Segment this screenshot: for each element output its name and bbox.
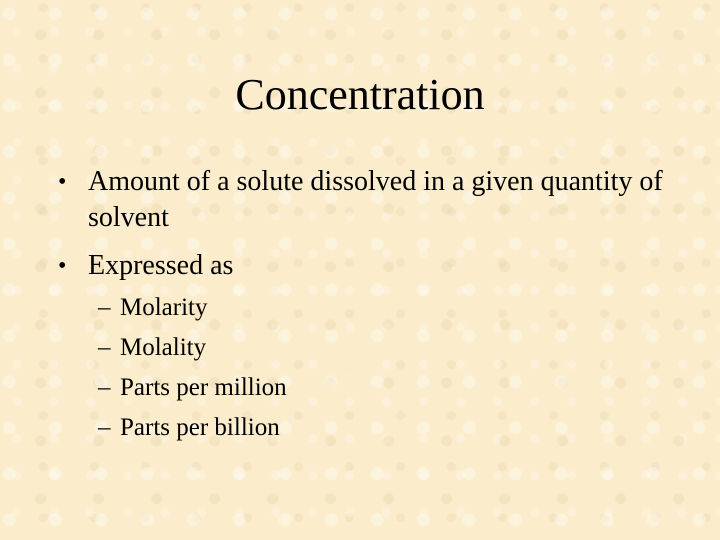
dash-icon: – (98, 334, 111, 361)
sub-bullet-item (98, 368, 678, 408)
sub-bullet-text: Molarity (120, 294, 208, 321)
sub-bullet-item (98, 408, 678, 448)
bullet-icon: • (58, 253, 67, 279)
sub-bullet-text: Parts per billion (120, 414, 280, 441)
bullet-item (58, 164, 678, 236)
sub-bullet-list (88, 288, 678, 448)
sub-bullet-item (98, 288, 678, 328)
sub-bullet-text: Parts per million (120, 374, 287, 401)
sub-bullet-text: Molality (120, 334, 207, 361)
sub-bullet-item (98, 328, 678, 368)
bullet-list (58, 164, 678, 460)
dash-icon: – (98, 294, 111, 321)
slide-title: Concentration (235, 70, 485, 119)
bullet-text: Amount of a solute dissolved in a given quantity of solvent (88, 166, 663, 233)
dash-icon: – (98, 414, 111, 441)
bullet-text: Expressed as (88, 250, 234, 281)
dash-icon: – (98, 374, 111, 401)
bullet-icon: • (58, 169, 67, 195)
bullet-item (58, 248, 678, 448)
